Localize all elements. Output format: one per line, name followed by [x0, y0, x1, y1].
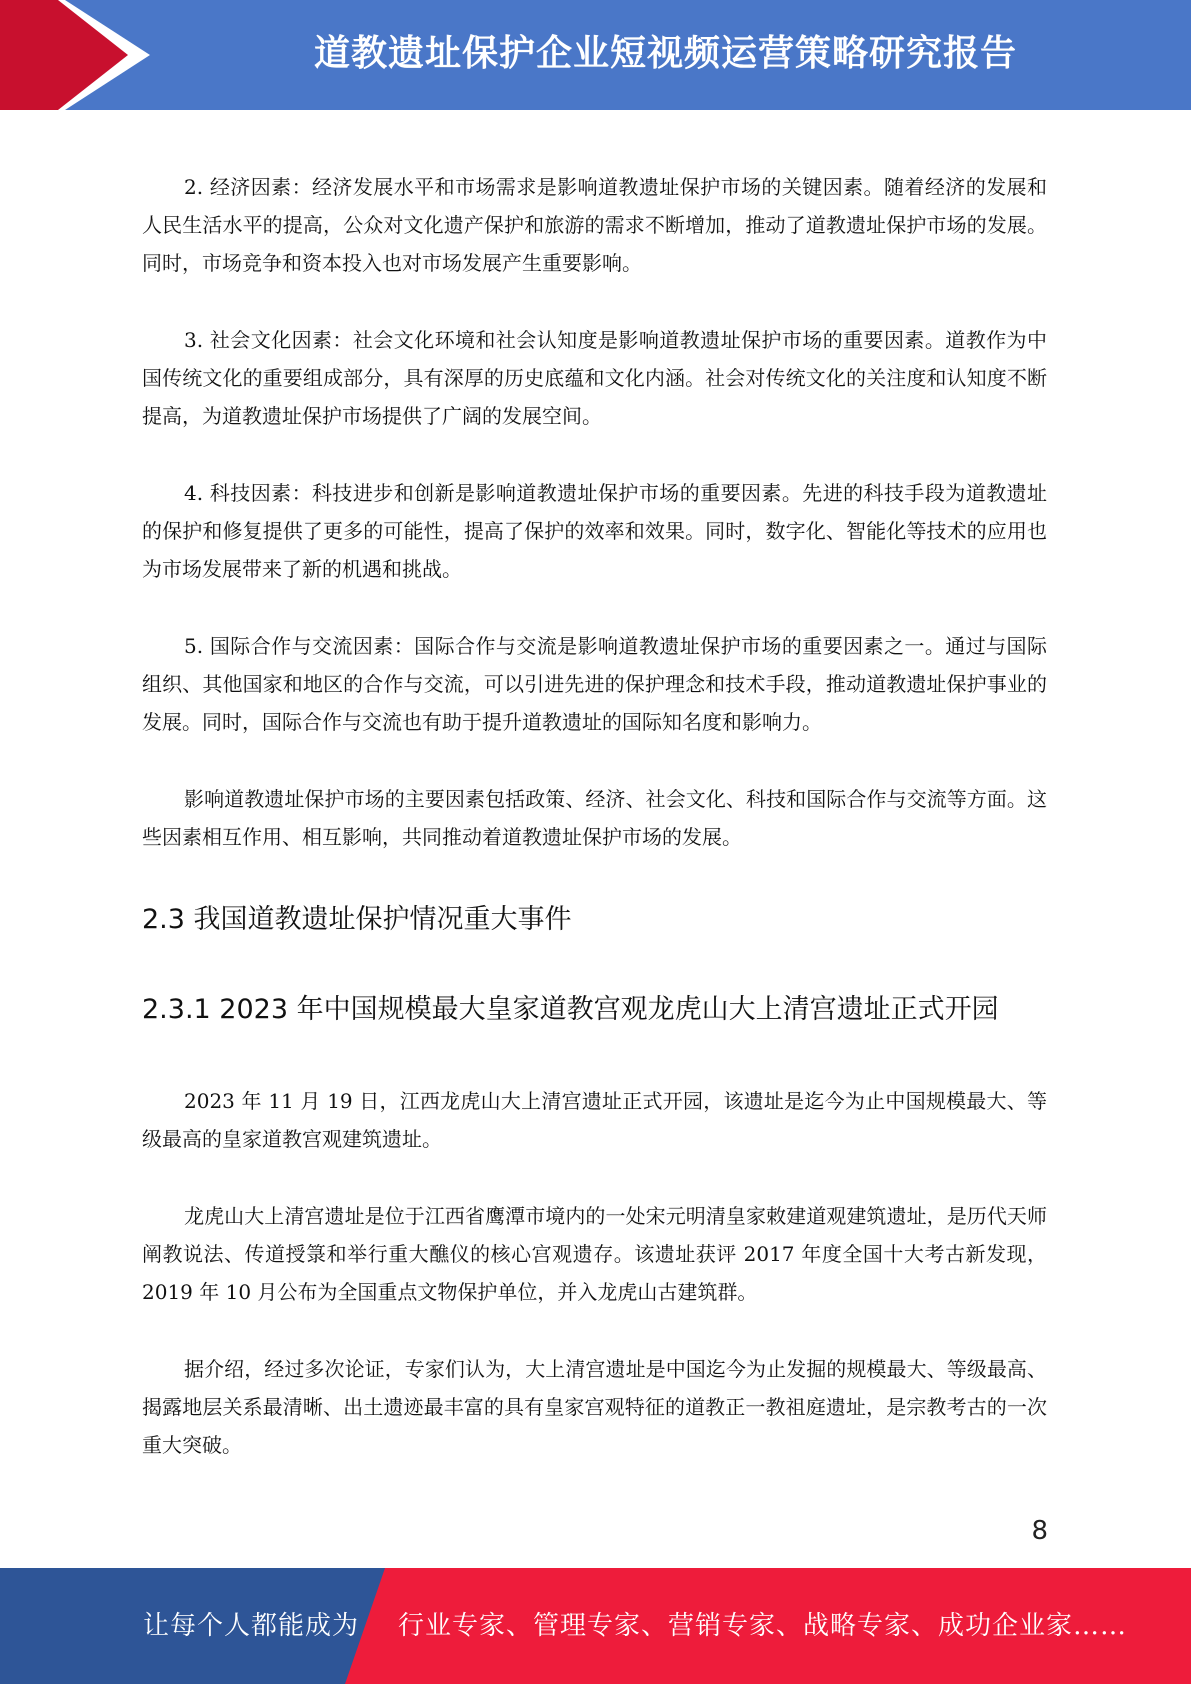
page-footer: [0, 1568, 1191, 1684]
paragraph-expert-assessment: 据介绍，经过多次论证，专家们认为，大上清宫遗址是中国迄今为止发掘的规模最大、等级最高、揭露地层关系最清晰、出土遗迹最丰富的具有皇家宫观特征的道教正一教祖庭遗址，是宗教考古的一次重大突破。: [142, 1357, 1047, 1457]
section-heading: 2.3 我国道教遗址保护情况重大事件: [142, 904, 572, 935]
paragraph-economic-factors: 2. 经济因素：经济发展水平和市场需求是影响道教遗址保护市场的关键因素。随着经济的发展和人民生活水平的提高，公众对文化遗产保护和旅游的需求不断增加，推动了道教遗址保护市场的发展。同时，市场竞争和资本投入也对市场发展产生重要影响。: [142, 175, 1047, 275]
subsection-heading: 2.3.1 2023 年中国规模最大皇家道教宫观龙虎山大上清宫遗址正式开园: [142, 994, 999, 1025]
page-header: [0, 0, 1191, 110]
page-number: 8: [1031, 1516, 1048, 1546]
paragraph-technology-factors: 4. 科技因素：科技进步和创新是影响道教遗址保护市场的重要因素。先进的科技手段为道教遗址的保护和修复提供了更多的可能性，提高了保护的效率和效果。同时，数字化、智能化等技术的应用也为市场发展带来了新的机遇和挑战。: [142, 481, 1047, 581]
paragraph-social-cultural-factors: 3. 社会文化因素：社会文化环境和社会认知度是影响道教遗址保护市场的重要因素。道教作为中国传统文化的重要组成部分，具有深厚的历史底蕴和文化内涵。社会对传统文化的关注度和认知度不断提高，为道教遗址保护市场提供了广阔的发展空间。: [142, 328, 1047, 428]
paragraph-site-description: 龙虎山大上清宫遗址是位于江西省鹰潭市境内的一处宋元明清皇家敕建道观建筑遗址，是历代天师阐教说法、传道授箓和举行重大醮仪的核心宫观遗存。该遗址获评 2017 年度全国十大考古新发现，2019 年 10 月公布为全国重点文物保护单位，并入龙虎山古建筑群。: [142, 1204, 1047, 1304]
paragraph-opening-date: 2023 年 11 月 19 日，江西龙虎山大上清宫遗址正式开园，该遗址是迄今为止中国规模最大、等级最高的皇家道教宫观建筑遗址。: [142, 1089, 1047, 1151]
document-body: [142, 168, 1047, 1503]
report-title: 道教遗址保护企业短视频运营策略研究报告: [313, 33, 1017, 74]
red-arrow-icon: [0, 0, 160, 110]
paragraph-international-cooperation: 5. 国际合作与交流因素：国际合作与交流是影响道教遗址保护市场的重要因素之一。通过与国际组织、其他国家和地区的合作与交流，可以引进先进的保护理念和技术手段，推动道教遗址保护事业的发展。同时，国际合作与交流也有助于提升道教遗址的国际知名度和影响力。: [142, 634, 1047, 734]
footer-slogan-right: 行业专家、管理专家、营销专家、战略专家、成功企业家……: [398, 1611, 1128, 1641]
paragraph-summary: 影响道教遗址保护市场的主要因素包括政策、经济、社会文化、科技和国际合作与交流等方面。这些因素相互作用、相互影响，共同推动着道教遗址保护市场的发展。: [142, 787, 1047, 849]
footer-slogan-left: 让每个人都能成为: [143, 1611, 360, 1641]
